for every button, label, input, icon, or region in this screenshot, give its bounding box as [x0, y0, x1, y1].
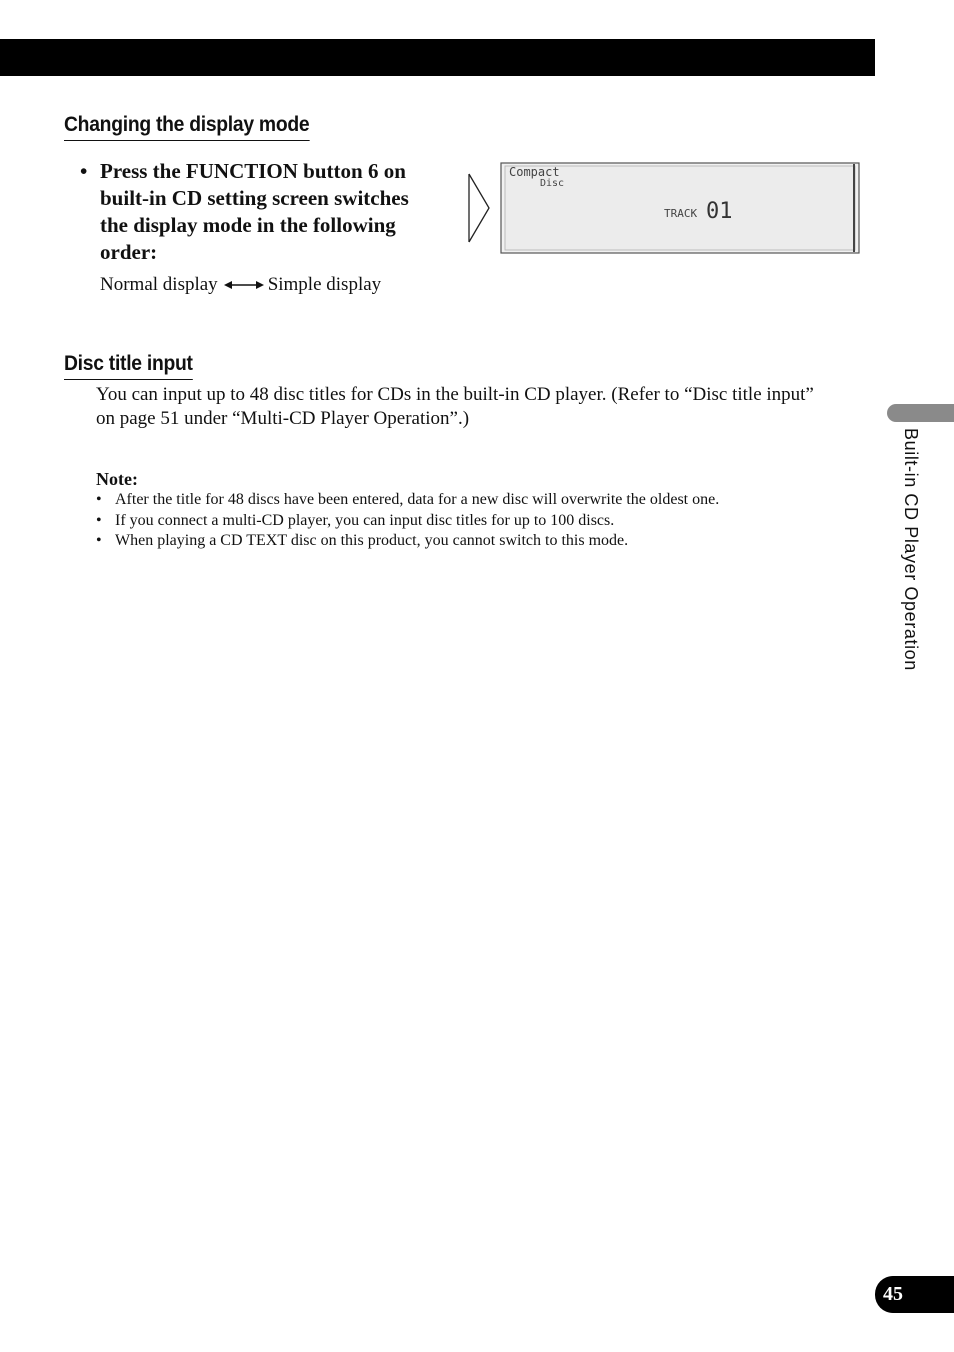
note-title: Note: [96, 469, 138, 489]
section-tab-label: Built-in CD Player Operation [901, 428, 921, 671]
section-heading-disc-title: Disc title input [64, 351, 193, 380]
section-tab-marker [887, 404, 954, 422]
header-bar [0, 39, 875, 76]
instruction-bullet [80, 158, 440, 266]
lcd-track-number: 01 [706, 199, 733, 224]
arrow-pointer-icon [467, 172, 493, 244]
display-order [100, 273, 381, 297]
lcd-display-illustration [500, 162, 860, 254]
note-item: • If you connect a multi-CD player, you can input disc titles for up to 100 discs. [96, 511, 615, 529]
notes-list [96, 490, 836, 552]
section-heading-display-mode: Changing the display mode [64, 112, 309, 141]
lcd-track-label: TRACK [664, 207, 698, 220]
instruction-text: Press the FUNCTION button 6 on built-in CD setting screen switches the display mode in the following order: [100, 159, 409, 264]
order-to: Simple display [267, 274, 382, 295]
double-arrow-icon [224, 279, 264, 291]
note-item: • When playing a CD TEXT disc on this product, you cannot switch to this mode. [96, 532, 629, 549]
order-from: Normal display [100, 274, 218, 295]
bullet-marker: • [80, 159, 88, 183]
lcd-line2: Disc [540, 178, 565, 189]
page-number: 45 [875, 1276, 954, 1313]
disc-title-paragraph: You can input up to 48 disc titles for CDs in the built-in CD player. (Refer to “Disc title input” on page 51 under “Multi-CD Player Operation”.) [96, 384, 814, 429]
lcd-line1: Compact [509, 165, 560, 179]
note-item: • After the title for 48 discs have been entered, data for a new disc will overwrite the oldest one. [96, 491, 720, 508]
